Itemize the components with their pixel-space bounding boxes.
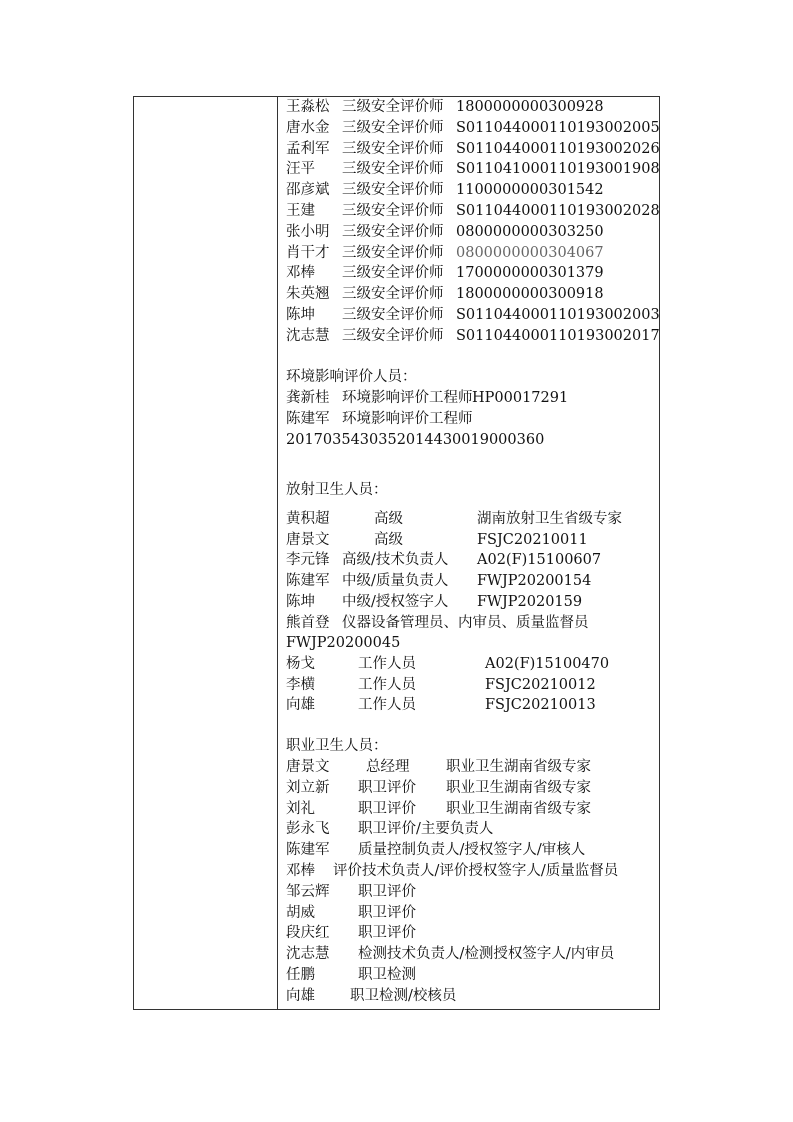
person-name: 李横 — [286, 676, 315, 693]
section-heading: 职业卫生人员： — [286, 738, 388, 754]
person-role: 职卫评价 — [358, 883, 416, 900]
person-role: 职卫评价 — [358, 925, 416, 942]
person-role: 职卫评价 — [358, 800, 416, 817]
person-name: 王淼松 — [286, 99, 330, 115]
person-name: 杨戈 — [286, 655, 315, 672]
person-title: 工作人员 — [358, 697, 416, 714]
person-title: 环境影响评价工程师 — [342, 390, 473, 406]
section-heading: 放射卫生人员： — [286, 482, 388, 498]
certificate-number: 1800000000300918 — [456, 286, 604, 303]
qualification: 职业卫生湖南省级专家 — [446, 779, 591, 796]
person-name: 刘礼 — [286, 800, 315, 817]
section-heading: 环境影响评价人员： — [286, 369, 417, 385]
person-name: 邓棒 — [286, 265, 315, 282]
certificate-number: FSJC20210013 — [485, 697, 596, 714]
person-name: 李元锋 — [286, 552, 330, 569]
person-name: 邵彦斌 — [286, 182, 330, 199]
person-name: 胡威 — [286, 904, 315, 921]
person-name: 唐景文 — [286, 759, 330, 775]
person-name: 段庆红 — [286, 925, 330, 942]
certificate-number: S011044000110193002017 — [456, 327, 660, 344]
person-role: 职卫评价 — [358, 904, 416, 921]
person-title: 高级/技术负责人 — [342, 552, 449, 569]
person-title: 工作人员 — [358, 655, 416, 672]
person-role: 总经理 — [366, 759, 410, 775]
person-name: 陈坤 — [286, 593, 315, 610]
person-role: 职卫评价/主要负责人 — [358, 821, 494, 838]
person-name: 黄积超 — [286, 511, 330, 527]
column-divider — [277, 96, 278, 1010]
person-name: 王建 — [286, 203, 315, 219]
person-title: 中级/授权签字人 — [342, 593, 449, 610]
certificate-number: FWJP20200045 — [286, 635, 401, 652]
certificate-number: S011044000110193002005 — [456, 119, 660, 136]
person-title: 三级安全评价师 — [342, 307, 444, 323]
person-title: 三级安全评价师 — [342, 286, 444, 303]
person-title: 高级 — [374, 511, 403, 527]
person-title: 环境影响评价工程师 — [342, 410, 473, 427]
certificate-number: S011044000110193002026 — [456, 140, 660, 157]
person-role: 质量控制负责人/授权签字人/审核人 — [358, 842, 586, 859]
person-title: 三级安全评价师 — [342, 161, 444, 178]
qualification: 职业卫生湖南省级专家 — [446, 759, 591, 775]
person-name: 向雄 — [286, 987, 315, 1004]
person-title: 三级安全评价师 — [342, 327, 444, 344]
person-title: 三级安全评价师 — [342, 265, 444, 282]
person-title: 三级安全评价师 — [342, 99, 444, 115]
person-title: 工作人员 — [358, 676, 416, 693]
person-title: 三级安全评价师 — [342, 119, 444, 136]
certificate-number: FWJP2020159 — [477, 593, 583, 610]
person-name: 孟利军 — [286, 140, 330, 157]
certificate-number: A02(F)15100607 — [477, 552, 602, 569]
person-name: 汪平 — [286, 161, 315, 178]
person-title: 三级安全评价师 — [342, 223, 444, 240]
person-name: 陈建军 — [286, 842, 330, 859]
person-name: 朱英翘 — [286, 286, 330, 303]
certificate-number: 0800000000304067 — [456, 244, 604, 261]
person-name: 沈志慧 — [286, 327, 330, 344]
person-name: 邓棒 — [286, 863, 315, 879]
person-name: 向雄 — [286, 697, 315, 714]
person-name: 邹云辉 — [286, 883, 330, 900]
certificate-number: A02(F)15100470 — [485, 655, 610, 672]
person-title: 三级安全评价师 — [342, 203, 444, 219]
person-name: 唐水金 — [286, 119, 330, 136]
person-title: 中级/质量负责人 — [342, 573, 449, 590]
person-name: 陈坤 — [286, 307, 315, 323]
person-title: 三级安全评价师 — [342, 244, 444, 261]
certificate-number: S011044000110193002003 — [456, 307, 660, 323]
person-title: 三级安全评价师 — [342, 182, 444, 199]
person-name: 唐景文 — [286, 531, 330, 548]
person-role: 检测技术负责人/检测授权签字人/内审员 — [358, 946, 615, 963]
certificate-number: S011041000110193001908 — [456, 161, 660, 178]
person-name: 张小明 — [286, 223, 330, 240]
person-name: 龚新桂 — [286, 390, 330, 406]
person-role: 职卫检测 — [358, 967, 416, 983]
person-name: 熊首登 — [286, 614, 330, 631]
person-title: 仪器设备管理员、内审员、质量监督员 — [342, 614, 589, 631]
person-name: 刘立新 — [286, 779, 330, 796]
person-name: 陈建军 — [286, 573, 330, 590]
person-title: 高级 — [374, 531, 403, 548]
person-role: 评价技术负责人/评价授权签字人/质量监督员 — [333, 863, 619, 879]
person-name: 陈建军 — [286, 410, 330, 427]
certificate-number: 湖南放射卫生省级专家 — [477, 511, 622, 527]
certificate-number: 0800000000303250 — [456, 223, 604, 240]
person-name: 肖干才 — [286, 244, 330, 261]
certificate-number: FWJP20200154 — [477, 573, 592, 590]
person-name: 彭永飞 — [286, 821, 330, 838]
certificate-number: 20170354303520144300190003​60 — [286, 432, 545, 448]
certificate-number: HP00017291 — [472, 390, 569, 406]
qualification: 职业卫生湖南省级专家 — [446, 800, 591, 817]
certificate-number: 1800000000300928 — [456, 99, 604, 115]
certificate-number: 1100000000301542 — [456, 182, 604, 199]
person-role: 职卫检测/校核员 — [350, 987, 457, 1004]
certificate-number: FSJC20210011 — [477, 531, 588, 548]
certificate-number: 1700000000301379 — [456, 265, 604, 282]
person-title: 三级安全评价师 — [342, 140, 444, 157]
person-name: 沈志慧 — [286, 946, 330, 963]
certificate-number: FSJC20210012 — [485, 676, 596, 693]
certificate-number: S011044000110193002028 — [456, 203, 660, 219]
person-name: 任鹏 — [286, 967, 315, 983]
person-role: 职卫评价 — [358, 779, 416, 796]
